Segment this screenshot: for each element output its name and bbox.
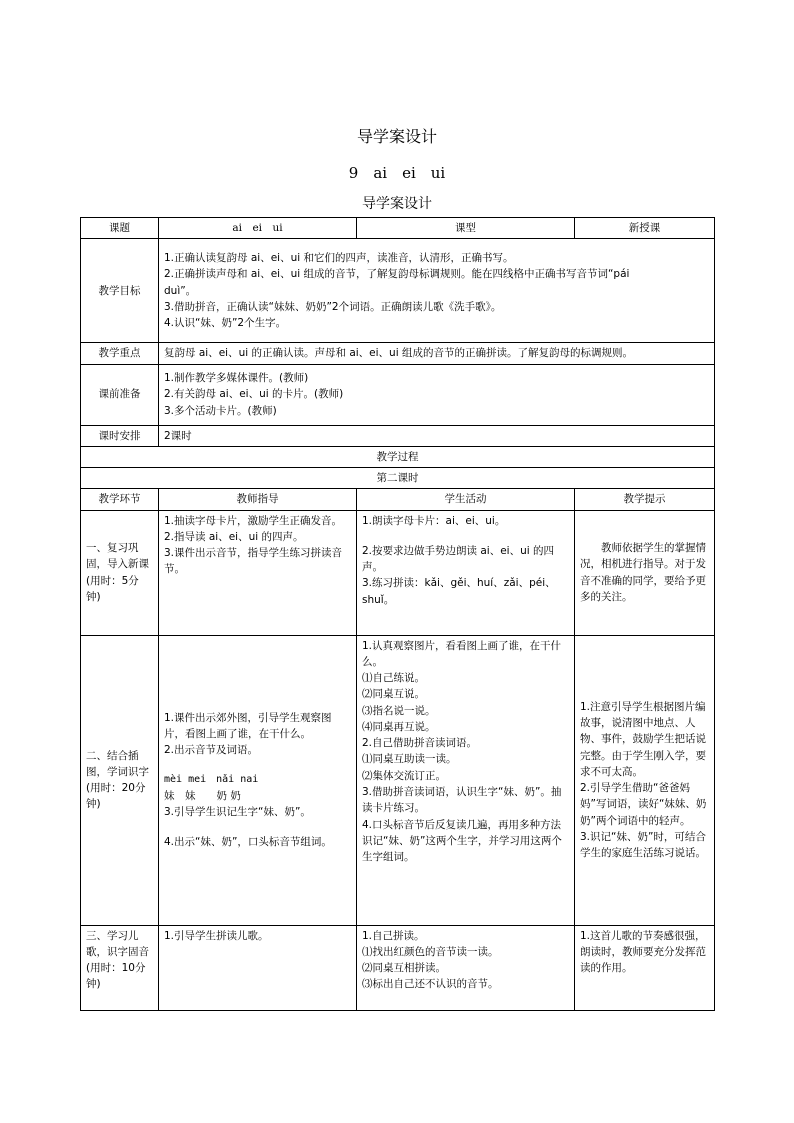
objective-line: 3.借助拼音，正确认读“妹妹、奶奶”2个词语。正确朗读儿歌《洗手歌》。 bbox=[164, 300, 502, 313]
teacher-line: 1.抽读字母卡片，激励学生正确发音。 bbox=[164, 514, 343, 527]
student-line: ⑵集体交流订正。 bbox=[362, 769, 446, 782]
student-line: 3.练习拼读：kǎi、gěi、huí、zǎi、péi、shuǐ。 bbox=[362, 577, 556, 606]
student-line: 1.认真观察图片，看看图上画了谁，在干什么。 bbox=[362, 639, 562, 668]
preparation-label: 课前准备 bbox=[81, 364, 159, 425]
student-line: 1.自己拼读。 bbox=[362, 929, 425, 942]
document-subtitle: 导学案设计 bbox=[362, 196, 432, 212]
topic-label: 课题 bbox=[81, 218, 159, 239]
lesson-title: 9 ai ei ui bbox=[348, 164, 446, 182]
student-line: 1.朗读字母卡片：ai、ei、ui。 bbox=[362, 514, 506, 527]
objective-line: 1.正确认读复韵母 ai、ei、ui 和它们的四声，读准音，认清形，正确书写。 bbox=[164, 252, 514, 265]
teacher-line: 2.出示音节及词语。 bbox=[164, 744, 259, 757]
stage-cell: 一、复习巩固，导入新课(用时：5分钟) bbox=[81, 510, 159, 635]
header-student: 学生活动 bbox=[357, 489, 575, 510]
key-points-label: 教学重点 bbox=[81, 343, 159, 364]
tip-line: 1.这首儿歌的节奏感很强，朗读时，教师要充分发挥范读的作用。 bbox=[580, 929, 706, 975]
teacher-line: 1.引导学生拼读儿歌。 bbox=[164, 929, 269, 942]
student-line: ⑵同桌互相拼读。 bbox=[362, 962, 446, 975]
stage-cell: 三、学习儿歌，识字固音(用时：10分钟) bbox=[81, 925, 159, 1010]
student-line: ⑴自己练说。 bbox=[362, 672, 425, 685]
table-row bbox=[81, 925, 715, 1010]
teacher-cell bbox=[159, 925, 357, 1010]
tip-line: 2.引导学生借助“爸爸妈妈”写词语，读好“妹妹、奶奶”两个词语中的轻声。 bbox=[580, 782, 707, 827]
student-line: 2.自己借助拼音读词语。 bbox=[362, 737, 478, 750]
student-cell bbox=[357, 635, 575, 925]
teacher-line: 1.课件出示郊外图，引导学生观察图片，看图上画了谁，在干什么。 bbox=[164, 711, 332, 740]
tip-line: 3.识记“妹、奶”时，可结合学生的家庭生活练习说话。 bbox=[580, 830, 706, 860]
header-tip: 教学提示 bbox=[575, 489, 715, 510]
period-title: 第二课时 bbox=[81, 468, 715, 489]
student-line: ⑵同桌互说。 bbox=[362, 688, 425, 701]
tip-cell bbox=[575, 635, 715, 925]
schedule-label: 课时安排 bbox=[81, 425, 159, 446]
objective-line: 2.正确拼读声母和 ai、ei、ui 组成的音节，了解复韵母标调规则。能在四线格中正确书写音节词“pái bbox=[164, 268, 630, 281]
preparation-line: 2.有关韵母 ai、ei、ui 的卡片。(教师) bbox=[164, 388, 344, 401]
header-teacher: 教师指导 bbox=[159, 489, 357, 510]
header-stage: 教学环节 bbox=[81, 489, 159, 510]
teacher-line: 2.指导读 ai、ei、ui 的四声。 bbox=[164, 530, 304, 543]
objectives-label: 教学目标 bbox=[81, 239, 159, 343]
student-line: ⑴同桌互助读一读。 bbox=[362, 753, 457, 766]
student-line: ⑴找出红颜色的音节读一读。 bbox=[362, 945, 499, 958]
preparation-line: 3.多个活动卡片。(教师) bbox=[164, 404, 277, 417]
student-cell bbox=[357, 510, 575, 635]
topic-value: ai ei ui bbox=[159, 218, 357, 239]
student-line: ⑶标出自己还不认识的音节。 bbox=[362, 978, 499, 991]
student-line: 2.按要求边做手势边朗读 ai、ei、ui 的四声。 bbox=[362, 544, 554, 574]
tip-line: 1.注意引导学生根据图片编故事，说清图中地点、人物、事件，鼓励学生把话说完整。由于学生刚入学，要求不可太高。 bbox=[580, 700, 706, 778]
objective-line: 4.认识“妹、奶”2个生字。 bbox=[164, 317, 287, 330]
teacher-cell bbox=[159, 510, 357, 635]
table-row bbox=[81, 510, 715, 635]
key-points-content: 复韵母 ai、ei、ui 的正确认读。声母和 ai、ei、ui 组成的音节的正确拼读。了解复韵母的标调规则。 bbox=[159, 343, 715, 364]
student-line: ⑷同桌再互说。 bbox=[362, 720, 436, 733]
objectives-content bbox=[159, 239, 715, 343]
student-line: 3.借助拼音读词语，认识生字“妹、奶”。抽读卡片练习。 bbox=[362, 785, 562, 815]
preparation-line: 1.制作教学多媒体课件。(教师) bbox=[164, 372, 309, 385]
schedule-value: 2课时 bbox=[159, 425, 715, 446]
student-cell bbox=[357, 925, 575, 1010]
lesson-type-label: 课型 bbox=[357, 218, 575, 239]
stage-cell: 二、结合插图，学词识字(用时：20分钟) bbox=[81, 635, 159, 925]
tip-line: 教师依据学生的掌握情况，相机进行指导。对于发音不准确的同学，要给予更多的关注。 bbox=[580, 542, 706, 603]
teacher-line: 3.引导学生识记生字“妹、奶”。 bbox=[164, 806, 311, 819]
teacher-line: 4.出示“妹、奶”，口头标音节组词。 bbox=[164, 836, 332, 849]
pinyin-line: mèi mei nǎi nai bbox=[164, 774, 259, 786]
objective-line: duì”。 bbox=[164, 284, 197, 297]
table-row bbox=[81, 635, 715, 925]
tip-cell bbox=[575, 510, 715, 635]
lesson-type-value: 新授课 bbox=[575, 218, 715, 239]
word-line: 妹 妹 奶 奶 bbox=[164, 789, 241, 802]
lesson-plan-table bbox=[80, 217, 715, 1011]
preparation-content bbox=[159, 364, 715, 425]
tip-cell bbox=[575, 925, 715, 1010]
teacher-line: 3.课件出示音节，指导学生练习拼读音节。 bbox=[164, 547, 343, 576]
student-line: ⑶指名说一说。 bbox=[362, 704, 436, 717]
teacher-cell bbox=[159, 635, 357, 925]
document-title: 导学案设计 bbox=[356, 127, 437, 146]
student-line: 4.口头标音节后反复读几遍，再用多种方法识记“妹、奶”这两个生字，并学习用这两个生字组词。 bbox=[362, 818, 562, 864]
process-title: 教学过程 bbox=[81, 446, 715, 467]
